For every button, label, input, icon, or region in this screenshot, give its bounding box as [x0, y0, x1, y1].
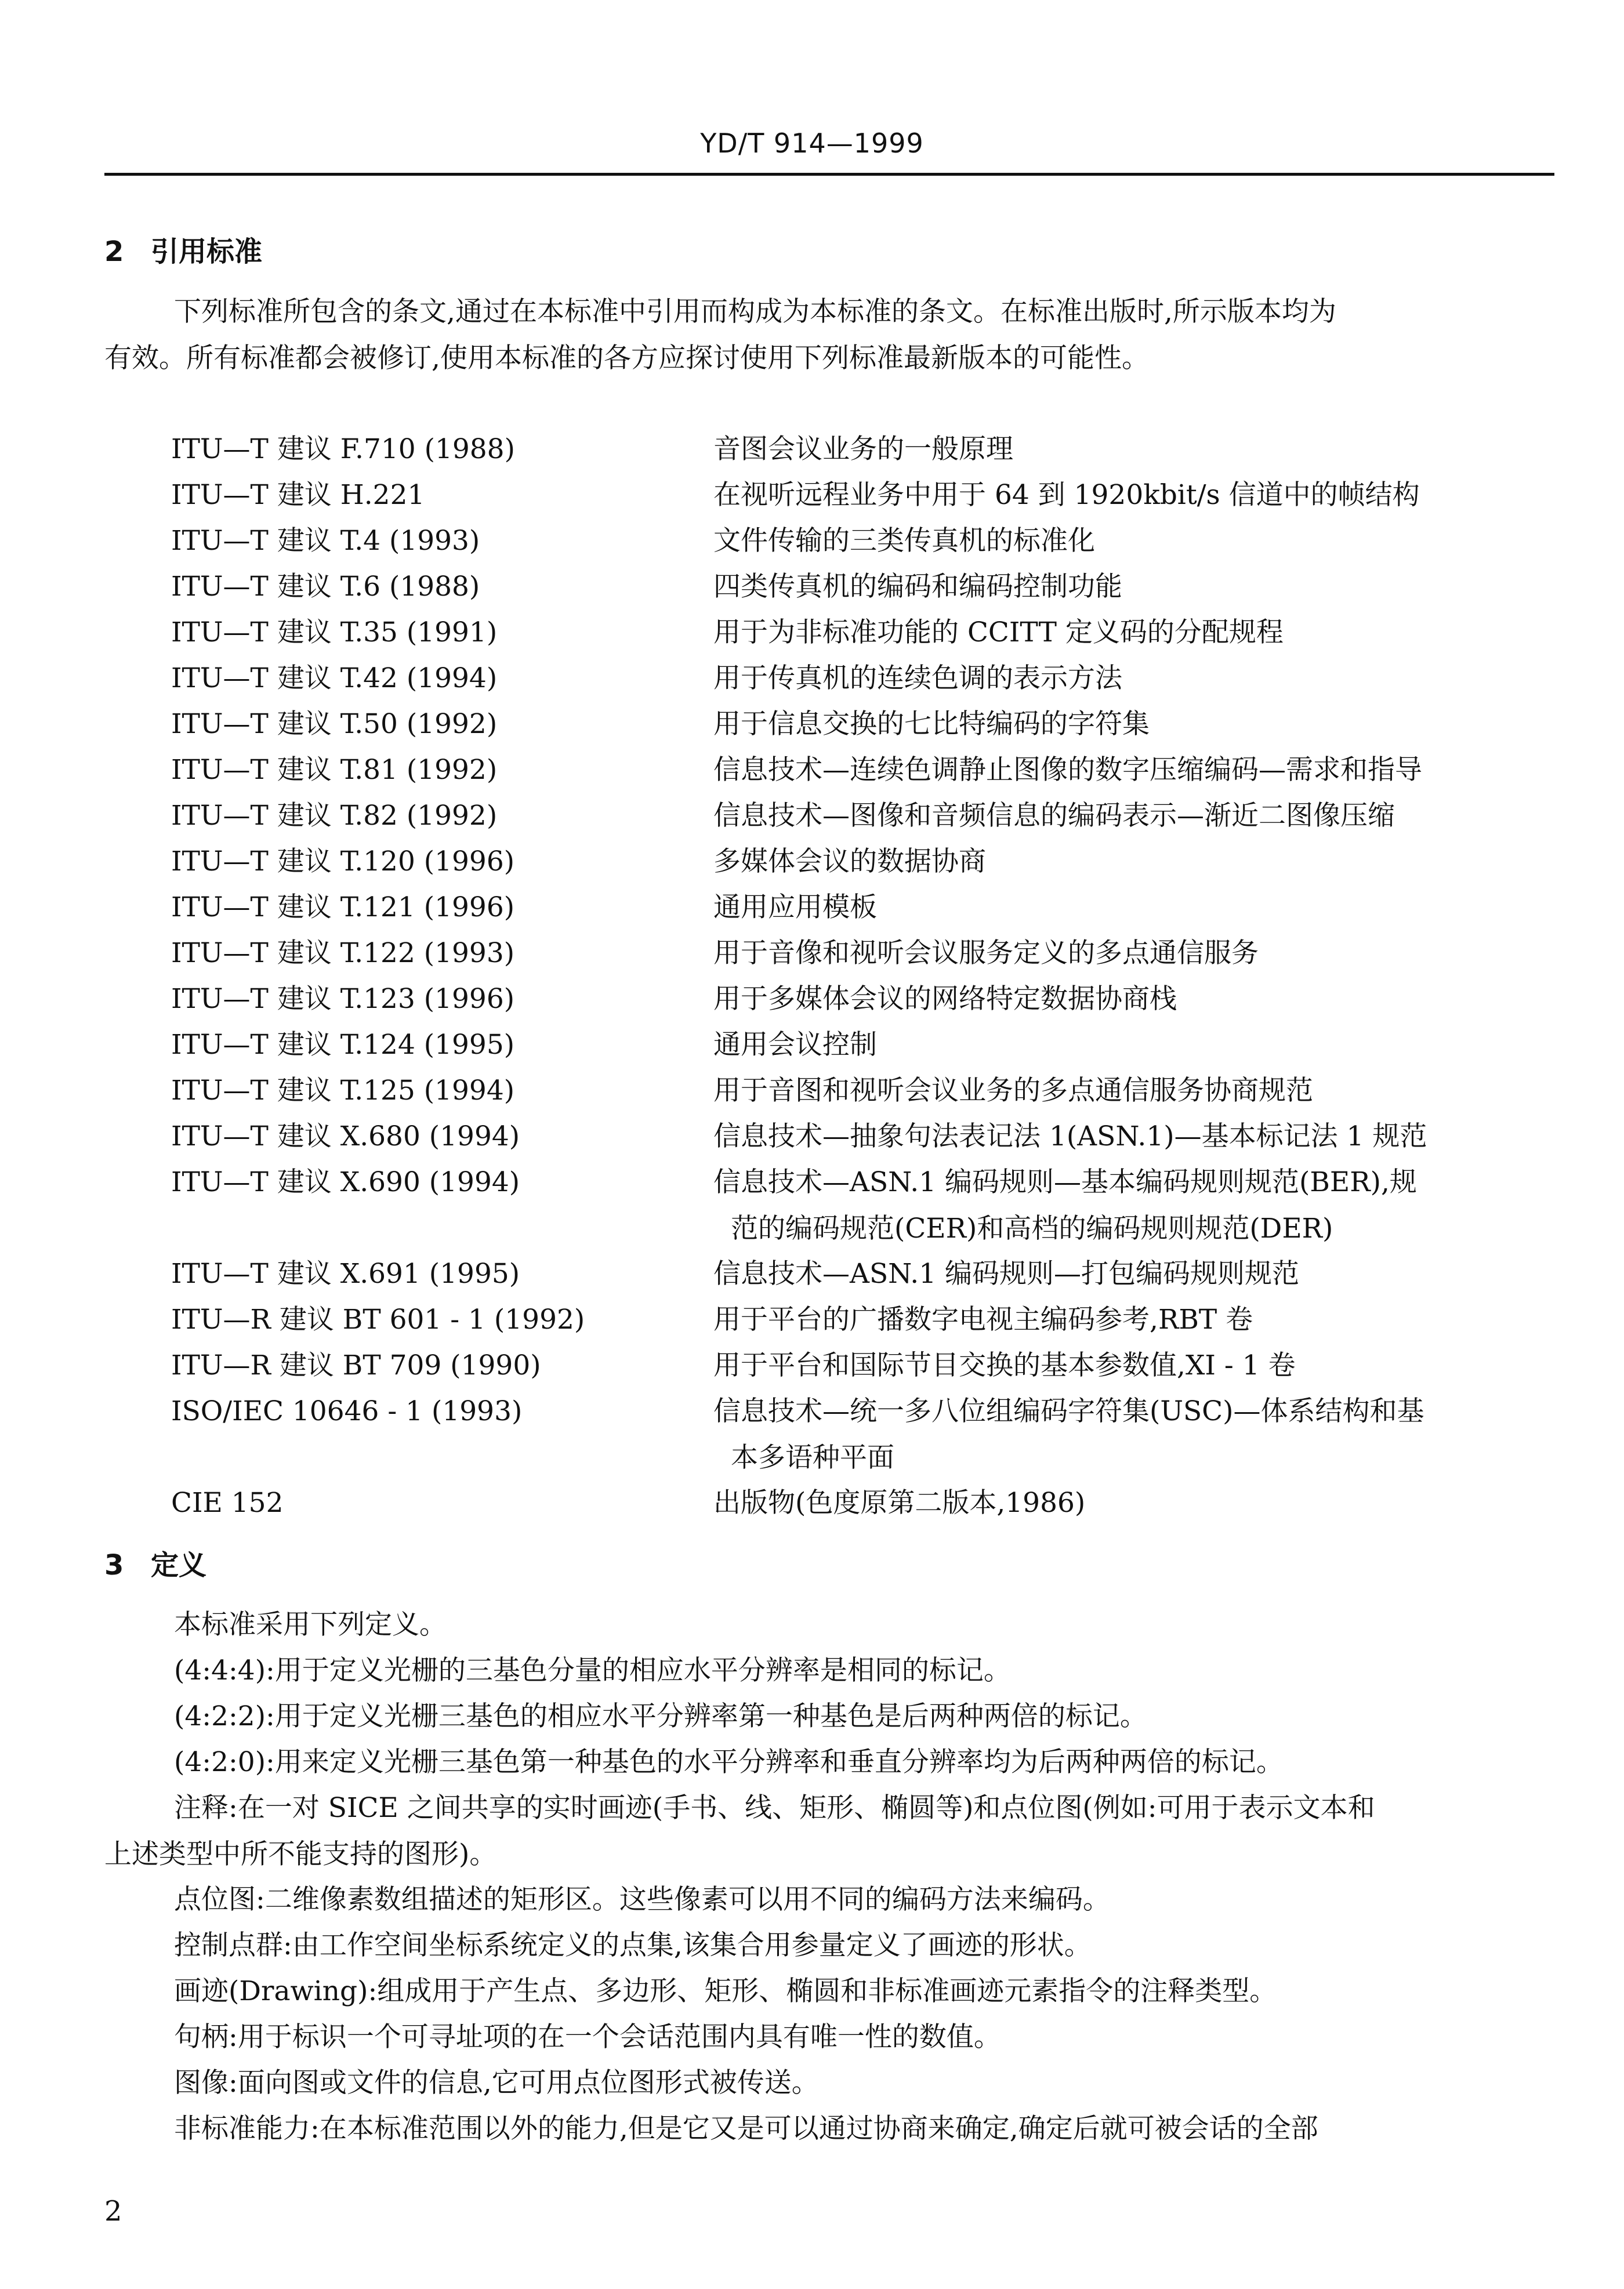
definition-item	[104, 1693, 1554, 1740]
reference-title	[713, 884, 1560, 931]
reference-code: ITU—T 建议 T.121 (1996)	[171, 891, 515, 923]
reference-code: ITU—T 建议 F.710 (1988)	[171, 433, 515, 465]
reference-code: ITU—T 建议 X.690 (1994)	[171, 1166, 520, 1198]
reference-title-line: 信息技术—ASN.1 编码规则—打包编码规则规范	[713, 1258, 1300, 1290]
reference-title	[713, 930, 1560, 977]
reference-title-line: 信息技术—统一多八位组编码字符集(USC)—体系结构和基	[713, 1395, 1424, 1427]
definition-item	[104, 2106, 1554, 2152]
reference-code: ITU—R 建议 BT 709 (1990)	[171, 1350, 541, 1381]
definition-line: 点位图:二维像素数组描述的矩形区。这些像素可以用不同的编码方法来编码。	[174, 1884, 1110, 1916]
definition-item	[104, 1602, 1554, 1648]
definition-item	[104, 1785, 1554, 1878]
definition-line: 注释:在一对 SICE 之间共享的实时画迹(手书、线、矩形、椭圆等)和点位图(例如:可用于表示文本和	[174, 1792, 1375, 1824]
reference-title	[713, 747, 1560, 793]
reference-code: ITU—T 建议 T.81 (1992)	[171, 754, 498, 786]
definition-line: 非标准能力:在本标准范围以外的能力,但是它又是可以通过协商来确定,确定后就可被会话的全部	[174, 2113, 1318, 2145]
reference-code: ITU—T 建议 T.124 (1995)	[171, 1029, 515, 1061]
reference-title	[713, 1113, 1560, 1160]
reference-code: ITU—T 建议 T.125 (1994)	[171, 1075, 515, 1107]
definition-line: 句柄:用于标识一个可寻址项的在一个会话范围内具有唯一性的数值。	[174, 2021, 1001, 2053]
reference-title-line: 出版物(色度原第二版本,1986)	[713, 1487, 1086, 1519]
reference-title-line: 通用应用模板	[713, 891, 877, 923]
reference-title	[713, 1480, 1560, 1526]
reference-title	[713, 655, 1560, 702]
reference-title	[713, 701, 1560, 748]
page-header: YD/T 914—1999	[700, 128, 924, 159]
definition-item	[104, 2014, 1554, 2061]
definition-item	[104, 2060, 1554, 2106]
definition-item	[104, 1877, 1554, 1923]
reference-code: ITU—T 建议 T.50 (1992)	[171, 708, 498, 740]
reference-code: ITU—R 建议 BT 601 - 1 (1992)	[171, 1304, 585, 1336]
reference-title-line: 用于平台和国际节目交换的基本参数值,XI - 1 卷	[713, 1350, 1296, 1381]
reference-title-line: 用于平台的广播数字电视主编码参考,RBT 卷	[713, 1304, 1253, 1336]
definition-item	[104, 1739, 1554, 1786]
definition-line: 本标准采用下列定义。	[174, 1609, 447, 1641]
intro-line: 有效。所有标准都会被修订,使用本标准的各方应探讨使用下列标准最新版本的可能性。	[104, 342, 1149, 374]
reference-title	[713, 610, 1560, 656]
reference-title-line: 文件传输的三类传真机的标准化	[713, 525, 1095, 557]
definition-line: 控制点群:由工作空间坐标系统定义的点集,该集合用参量定义了画迹的形状。	[174, 1929, 1092, 1961]
reference-title	[713, 426, 1560, 473]
reference-code: ITU—T 建议 X.691 (1995)	[171, 1258, 520, 1290]
definition-line: (4:4:4):用于定义光栅的三基色分量的相应水平分辨率是相同的标记。	[174, 1655, 1011, 1686]
reference-title	[713, 1159, 1560, 1252]
reference-title-line: 多媒体会议的数据协商	[713, 846, 986, 877]
reference-code: ITU—T 建议 T.42 (1994)	[171, 662, 498, 694]
reference-title-line: 四类传真机的编码和编码控制功能	[713, 571, 1122, 603]
definition-line: 画迹(Drawing):组成用于产生点、多边形、矩形、椭圆和非标准画迹元素指令的注释类型。	[174, 1975, 1277, 2007]
definition-item	[104, 1968, 1554, 2015]
section-title: 引用标准	[151, 235, 263, 268]
reference-code: ITU—T 建议 T.123 (1996)	[171, 983, 515, 1015]
reference-title-line: 本多语种平面	[731, 1442, 894, 1474]
reference-title-line: 信息技术—抽象句法表记法 1(ASN.1)—基本标记法 1 规范	[713, 1120, 1427, 1152]
reference-title	[713, 1297, 1560, 1343]
reference-title-line: 在视听远程业务中用于 64 到 1920kbit/s 信道中的帧结构	[713, 479, 1420, 511]
reference-title	[713, 793, 1560, 839]
reference-code: ITU—T 建议 T.35 (1991)	[171, 616, 498, 648]
reference-title-line: 信息技术—ASN.1 编码规则—基本编码规则规范(BER),规	[713, 1166, 1417, 1198]
reference-code: ISO/IEC 10646 - 1 (1993)	[171, 1395, 523, 1427]
reference-title-line: 通用会议控制	[713, 1029, 877, 1061]
reference-title	[713, 472, 1560, 518]
reference-title-line: 用于音图和视听会议业务的多点通信服务协商规范	[713, 1075, 1313, 1107]
reference-title	[713, 518, 1560, 564]
reference-code: ITU—T 建议 T.4 (1993)	[171, 525, 480, 557]
reference-title	[713, 1343, 1560, 1389]
reference-title	[713, 839, 1560, 885]
reference-code: CIE 152	[171, 1487, 284, 1519]
definition-line: 图像:面向图或文件的信息,它可用点位图形式被传送。	[174, 2067, 819, 2099]
reference-code: ITU—T 建议 T.120 (1996)	[171, 846, 515, 877]
section-3-heading	[104, 1543, 206, 1583]
reference-title	[713, 1388, 1560, 1481]
definition-line: (4:2:2):用于定义光栅三基色的相应水平分辨率第一种基色是后两种两倍的标记。	[174, 1700, 1147, 1732]
reference-code: ITU—T 建议 T.82 (1992)	[171, 800, 498, 832]
reference-title-line: 范的编码规范(CER)和高档的编码规则规范(DER)	[731, 1213, 1333, 1245]
definition-line: (4:2:0):用来定义光栅三基色第一种基色的水平分辨率和垂直分辨率均为后两种两倍的标记。	[174, 1746, 1284, 1778]
definition-line: 上述类型中所不能支持的图形)。	[104, 1838, 497, 1870]
page-number: 2	[104, 2195, 122, 2228]
reference-title-line: 用于为非标准功能的 CCITT 定义码的分配规程	[713, 616, 1284, 648]
section-2-heading	[104, 229, 262, 269]
reference-title	[713, 1022, 1560, 1068]
header-rule	[104, 173, 1554, 176]
reference-title	[713, 1068, 1560, 1114]
definition-item	[104, 1648, 1554, 1694]
reference-title-line: 用于多媒体会议的网络特定数据协商栈	[713, 983, 1177, 1015]
reference-title-line: 用于音像和视听会议服务定义的多点通信服务	[713, 937, 1259, 969]
reference-title-line: 信息技术—图像和音频信息的编码表示—渐近二图像压缩	[713, 800, 1395, 832]
reference-code: ITU—T 建议 H.221	[171, 479, 425, 511]
reference-title	[713, 976, 1560, 1022]
reference-code: ITU—T 建议 T.6 (1988)	[171, 571, 480, 603]
reference-title-line: 用于信息交换的七比特编码的字符集	[713, 708, 1150, 740]
reference-code: ITU—T 建议 X.680 (1994)	[171, 1120, 520, 1152]
reference-title-line: 用于传真机的连续色调的表示方法	[713, 662, 1122, 694]
reference-title	[713, 564, 1560, 610]
intro-line: 下列标准所包含的条文,通过在本标准中引用而构成为本标准的条文。在标准出版时,所示版本均为	[174, 296, 1336, 328]
reference-title	[713, 1251, 1560, 1297]
section-2-intro	[104, 289, 1554, 382]
section-number: 3	[104, 1549, 124, 1581]
section-number: 2	[104, 235, 124, 268]
reference-title-line: 信息技术—连续色调静止图像的数字压缩编码—需求和指导	[713, 754, 1422, 786]
reference-code: ITU—T 建议 T.122 (1993)	[171, 937, 515, 969]
definition-item	[104, 1922, 1554, 1969]
section-title: 定义	[151, 1549, 207, 1581]
reference-title-line: 音图会议业务的一般原理	[713, 433, 1013, 465]
